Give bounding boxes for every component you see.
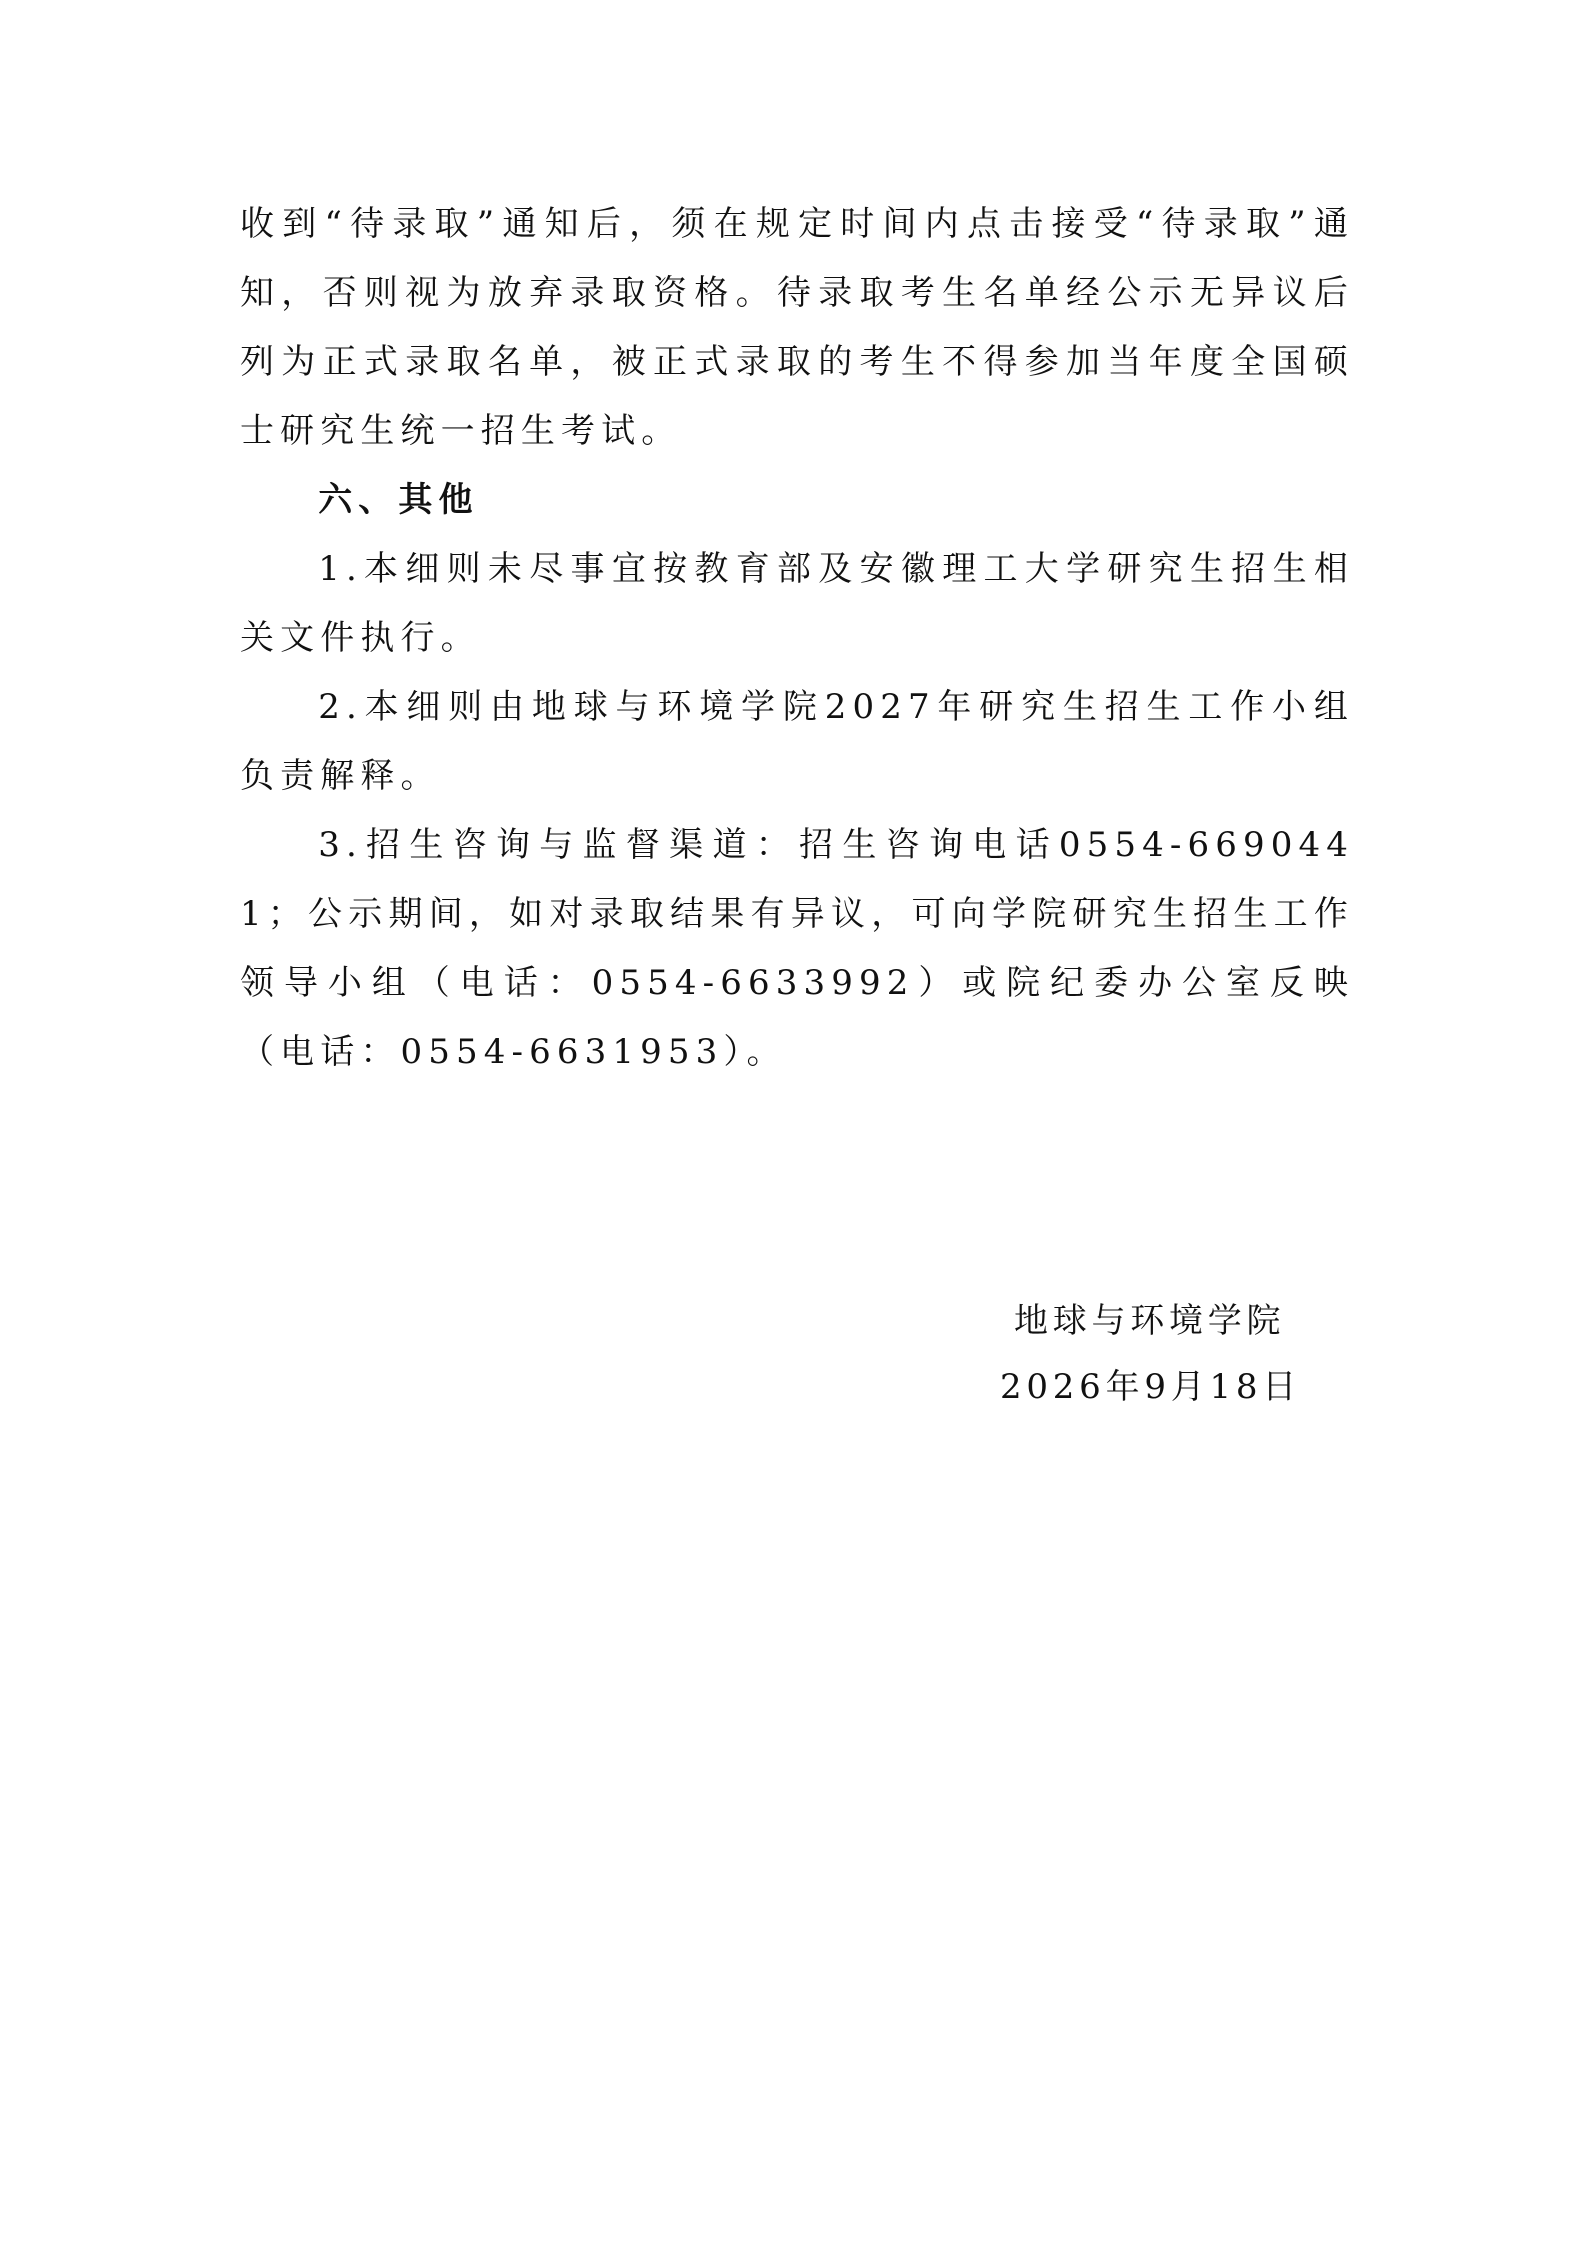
section-six-item-2: 2.本细则由地球与环境学院2027年研究生招生工作小组负责解释。 — [240, 687, 1354, 796]
signature-date: 2026年9月18日 — [1000, 1367, 1302, 1407]
section-six-heading: 六、其他 — [318, 480, 479, 520]
document-body — [240, 190, 1354, 1087]
section-six-item-3: 3.招生咨询与监督渠道：招生咨询电话0554-6690441；公示期间，如对录取结果有异议，可向学院研究生招生工作领导小组（电话：0554-6633992）或院纪委办公室反映（电话：0554-6631953）。 — [240, 825, 1354, 1072]
signature-block — [1000, 1288, 1340, 1420]
signature-organization: 地球与环境学院 — [1014, 1301, 1286, 1341]
section-six-item-1: 1.本细则未尽事宜按教育部及安徽理工大学研究生招生相关文件执行。 — [240, 549, 1354, 658]
intro-paragraph: 收到“待录取”通知后，须在规定时间内点击接受“待录取”通知，否则视为放弃录取资格。待录取考生名单经公示无异议后列为正式录取名单，被正式录取的考生不得参加当年度全国硕士研究生统一招生考试。 — [240, 204, 1354, 451]
